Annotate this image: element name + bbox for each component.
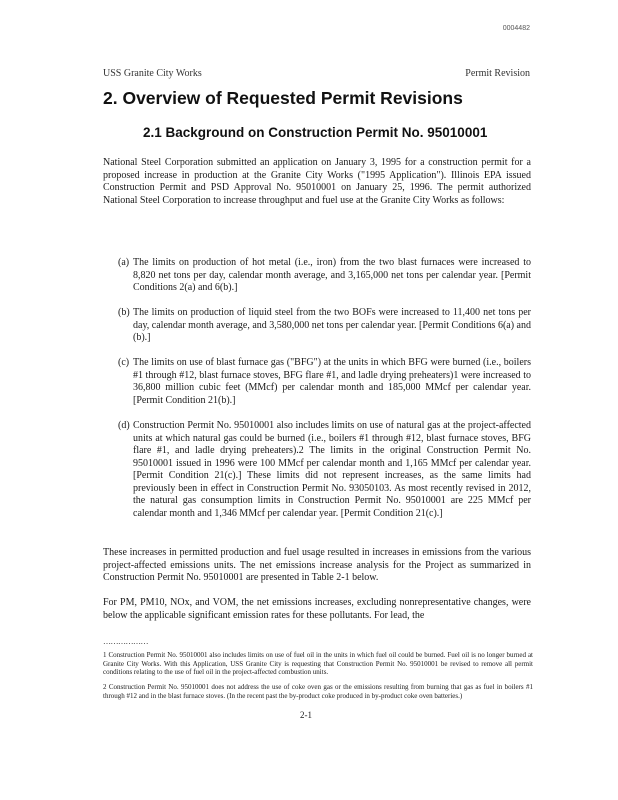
summary-paragraph: These increases in permitted production and fuel usage resulted in increases in emissions from the various project-affected emissions units. The net emissions increase analysis for the Project as summarized in Construction Permit No. 95010001 are presented in Table 2-1 below. [103,547,531,583]
header-right: Permit Revision [465,68,530,79]
list-item-label: (c) [118,357,130,368]
list-item-text: The limits on production of hot metal (i.e., iron) from the two blast furnaces were increased to 8,820 net tons per day, calendar month average, and 3,165,000 net tons per calendar year. [Permit Conditions 2(a) and 6(b).] [133,257,531,293]
subsection-heading: 2.1 Background on Construction Permit No. 95010001 [143,125,488,140]
page-number: 2-1 [300,710,312,720]
footnote-2: 2 Construction Permit No. 95010001 does not address the use of coke oven gas or the emissions resulting from burning that gas as fuel in boilers #1 through #12 and in the blast furnace stoves. (In the recent past the by-product coke produced in by-product coke oven batteries.) [103,683,533,700]
pollutant-paragraph: For PM, PM10, NOx, and VOM, the net emissions increases, excluding nonrepresentative changes, were below the applicable significant emission rates for these pollutants. For lead, the [103,597,531,621]
footnote-separator: ……………… [103,637,148,646]
list-item-b [118,307,531,345]
list-item-text: Construction Permit No. 95010001 also includes limits on use of natural gas at the project-affected units at which natural gas could be burned (i.e., boilers #1 through #12, blast furnace stoves, BFG flare #1, and ladle drying preheaters).2 The limits in the original Construction Permit No. 95010001 issued in 1996 were 100 MMcf per calendar month and 1,165 MMcf per calendar year. [Permit Condition 21(c).] These limits did not represent increases, as the same limits had previously been in effect in Construction Permit No. 93050103. As most recently revised in 2012, the natural gas consumption limits in Construction Permit No. 95010001 are 225 MMcf per calendar month and 1,346 MMcf per calendar year. [Permit Condition 21(c).] [133,420,531,519]
header-left: USS Granite City Works [103,68,202,79]
intro-paragraph: National Steel Corporation submitted an application on January 3, 1995 for a construction permit for a proposed increase in production at the Granite City Works ("1995 Application"). Illinois EPA issued Construction Permit and PSD Approval No. 95010001 on January 25, 1996. The permit authorized National Steel Corporation to increase throughput and fuel use at the Granite City Works as follows: [103,157,531,206]
list-item-c [118,357,531,407]
footnote-1: 1 Construction Permit No. 95010001 also includes limits on use of fuel oil in the units in which fuel oil could be burned. Fuel oil is no longer burned at Granite City Works. With this Application, USS Granite City is requesting that Construction Permit No. 95010001 be revised to remove all permit conditions relating to the use of fuel oil in the project-affected combustion units. [103,651,533,677]
bates-number: 0004482 [502,25,530,32]
list-item-text: The limits on use of blast furnace gas ("BFG") at the units in which BFG were burned (i.e., boilers #1 through #12, blast furnace stoves, BFG flare #1, and ladle drying preheaters)1 were increased to 36,800 million cubic feet (MMcf) per calendar month and 185,000 MMcf per calendar year. [Permit Condition 21(b).] [133,357,531,406]
section-heading: 2. Overview of Requested Permit Revisions [103,88,463,108]
list-item-text: The limits on production of liquid steel from the two BOFs were increased to 11,400 net tons per day, calendar month average, and 3,580,000 net tons per calendar year. [Permit Conditions 6(a) and (b).] [133,307,531,343]
list-item-a [118,257,531,295]
list-item-label: (d) [118,420,130,431]
list-item-label: (b) [118,307,130,318]
list-item-label: (a) [118,257,130,268]
list-item-d [118,420,531,520]
